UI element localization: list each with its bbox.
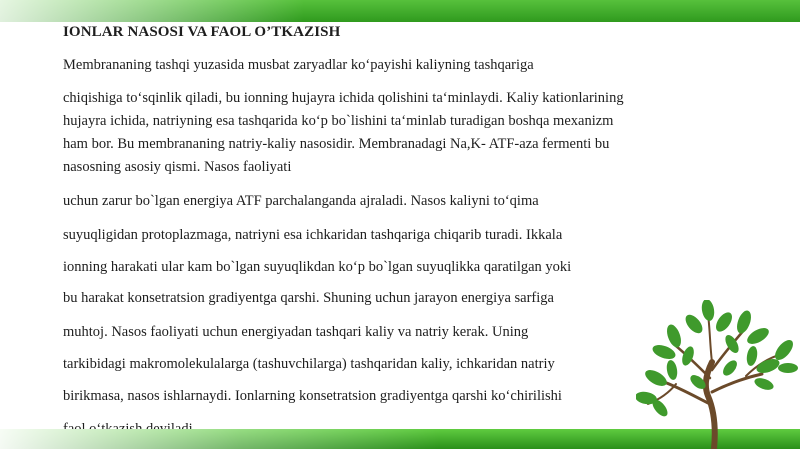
slide-title: IONLAR NASOSI VA FAOL O’TKAZISH [63, 24, 341, 40]
body-line: nasosning asosiy qismi. Nasos faoliyati [63, 159, 292, 175]
body-line: muhtoj. Nasos faoliyati uchun energiyadan tashqari kaliy va natriy kerak. Uning [63, 324, 529, 340]
body-line: uchun zarur bo`lgan energiya ATF parchalanganda ajraladi. Nasos kaliyni to‘qima [63, 193, 539, 209]
tree-icon [636, 300, 800, 449]
body-line: chiqishiga to‘sqinlik qiladi, bu ionning hujayra ichida qolishini ta‘minlaydi. Kaliy kationlarining [63, 90, 624, 106]
body-line: ionning harakati ular kam bo`lgan suyuqlikdan ko‘p bo`lgan suyuqlikka qaratilgan yoki [63, 259, 572, 275]
body-line: bu harakat konsetratsion gradiyentga qarshi. Shuning uchun jarayon energiya sarfiga [63, 290, 554, 306]
body-line: Membrananing tashqi yuzasida musbat zaryadlar ko‘payishi kaliyning tashqariga [63, 57, 534, 73]
top-bar-highlight [0, 0, 800, 22]
body-line: suyuqligidan protoplazmaga, natriyni esa ichkaridan tashqariga chiqarib turadi. Ikkala [63, 227, 563, 243]
body-line: tarkibidagi makromolekulalarga (tashuvchilarga) tashqaridan kaliy, ichkaridan natriy [63, 356, 555, 372]
body-line: birikmasa, nasos ishlarnaydi. Ionlarning konsetratsion gradiyentga qarshi ko‘chirilishi [63, 388, 562, 404]
body-line: hujayra ichida, natriyning esa tashqarida ko‘p bo`lishini ta‘minlab turadigan boshqa mexanizm [63, 113, 614, 129]
body-line: ham bor. Bu membrananing natriy-kaliy nasosidir. Membranadagi Na,K- ATF-aza fermenti bu [63, 136, 610, 152]
